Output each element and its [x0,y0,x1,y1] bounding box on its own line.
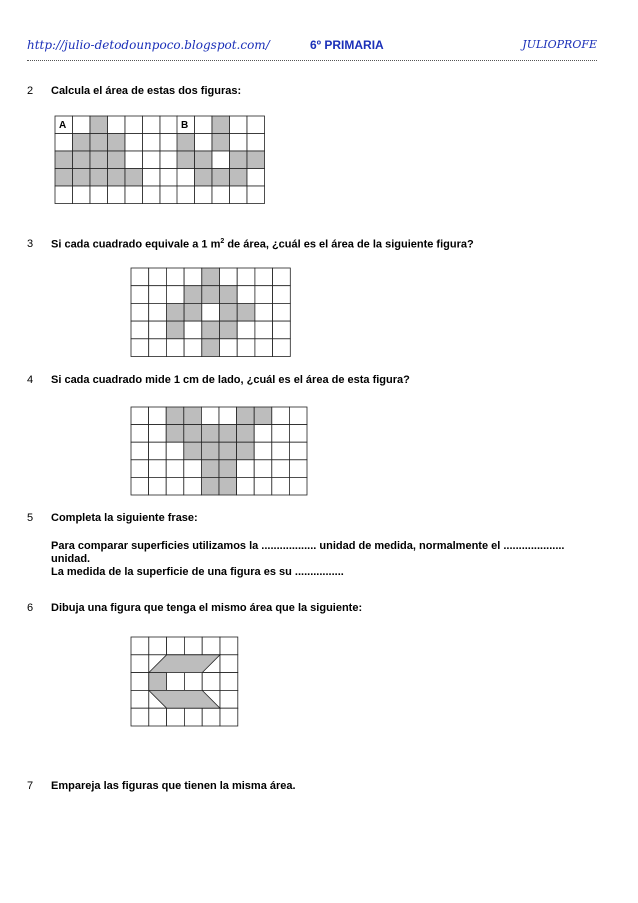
grid-cell [247,134,265,152]
superscript-two: 2 [220,238,225,245]
grid-cell [167,673,185,691]
grid-cell [166,339,184,357]
grid-cell [220,673,238,691]
shaded-cell [201,477,219,495]
grid-cell [149,303,167,321]
grid-cell [202,708,220,726]
grid-cell [230,116,248,134]
grid-cell [184,339,202,357]
grid-cell [237,460,255,478]
fill-in-line-3: La medida de la superficie de una figura es su ................ [51,566,344,578]
grid-cell [202,637,220,655]
grid-cell [149,339,167,357]
shaded-cell [212,169,230,187]
grid-cell [131,460,149,478]
grid-cell [247,116,265,134]
grid-cell [143,186,161,204]
shaded-cell [202,286,220,304]
shaded-cell [230,169,248,187]
grid-cell [184,708,202,726]
grid-cell [272,477,290,495]
grid-cell [273,286,291,304]
grid-cell [166,442,184,460]
grid-cell [160,134,178,152]
question-number: 2 [27,85,34,97]
grid-cell [149,321,167,339]
grid-cell [220,690,238,708]
grid-cell [73,186,91,204]
shaded-cell [247,151,265,169]
blog-url-link[interactable]: http://julio-detodounpoco.blogspot.com/ [27,38,270,52]
shaded-cell [90,169,108,187]
grid-cell [149,708,167,726]
grid-cell [212,186,230,204]
grid-cell [143,116,161,134]
grid-figure-q3 [131,268,293,360]
grid-cell [220,637,238,655]
grid-cell [125,151,143,169]
grid-cell [255,268,273,286]
question-text: Completa la siguiente frase: [51,512,198,524]
grid-cell [255,286,273,304]
question-number: 7 [27,780,34,792]
shaded-cell [166,425,184,443]
shaded-cell [195,169,213,187]
shaded-cell [90,116,108,134]
grid-cell [237,339,255,357]
grid-cell [272,407,290,425]
shaded-cell [125,169,143,187]
grid-cell [131,321,149,339]
shaded-cell [166,321,184,339]
shaded-cell [212,116,230,134]
grid-cell [184,637,202,655]
grid-cell [108,186,126,204]
grid-cell [195,134,213,152]
grid-cell [125,134,143,152]
grid-cell [289,407,307,425]
grid-cell [160,151,178,169]
grid-cell [90,186,108,204]
shaded-cell [184,425,202,443]
grid-cell [149,442,167,460]
shaded-cell [237,442,255,460]
grid-cell [149,286,167,304]
grid-cell [166,460,184,478]
question-text: Calcula el área de estas dos figuras: [51,85,242,97]
shaded-cell [90,134,108,152]
grid-cell [131,690,149,708]
shaded-cell [177,134,195,152]
grid-cell [255,321,273,339]
grid-cell [160,169,178,187]
grid-cell [184,477,202,495]
grid-cell [149,477,167,495]
shaded-cell [73,134,91,152]
grid-cell [289,442,307,460]
grid-cell [254,460,272,478]
grid-cell [272,460,290,478]
shaded-cell [201,425,219,443]
shaded-cell [219,477,237,495]
question-number: 6 [27,602,34,614]
question-text: Si cada cuadrado equivale a 1 $m^2$ de área, ¿cuál es el área de la siguiente figura? [51,238,474,251]
shaded-cell [220,303,238,321]
grid-cell [273,268,291,286]
fill-in-line-1: Para comparar superficies utilizamos la .................. unidad de medida, normalmente el .................... [51,540,565,552]
grid-cell [289,425,307,443]
grid-cell [289,477,307,495]
grid-cell [201,407,219,425]
grid-cell [247,169,265,187]
grid-cell [273,321,291,339]
grid-cell [177,186,195,204]
grid-cell [166,268,184,286]
grid-cell [131,286,149,304]
shaded-cell [219,460,237,478]
grid-cell [131,708,149,726]
question-text: Si cada cuadrado mide 1 cm de lado, ¿cuál es el área de esta figura? [51,374,410,386]
grid-cell [272,442,290,460]
grid-cell [237,321,255,339]
shaded-cell [184,407,202,425]
grid-cell [195,186,213,204]
grid-cell [220,708,238,726]
shaded-cell [230,151,248,169]
grid-cell [55,134,73,152]
grid-cell [131,673,149,691]
grid-cell [166,286,184,304]
grid-cell [73,116,91,134]
question-text: Empareja las figuras que tienen la misma área. [51,780,296,792]
shaded-cell [90,151,108,169]
grid-figure-b [177,116,267,206]
fill-in-line-2: unidad. [51,553,91,565]
shaded-cell [237,407,255,425]
grid-cell [131,339,149,357]
grade-label: 6º PRIMARIA [310,38,384,52]
grid-cell [149,460,167,478]
question-number: 4 [27,374,34,386]
shaded-cell [108,169,126,187]
grid-cell [131,303,149,321]
figure-label: A [59,120,67,131]
question-number: 3 [27,238,34,250]
grid-cell [220,339,238,357]
shaded-cell [184,286,202,304]
header-divider [27,60,597,61]
grid-cell [184,321,202,339]
shaded-cell [219,425,237,443]
grid-cell [273,303,291,321]
shaded-cell [220,321,238,339]
grid-cell [131,268,149,286]
grid-cell [237,268,255,286]
shaded-cell [254,407,272,425]
grid-cell [125,116,143,134]
grid-cell [160,186,178,204]
grid-cell [184,460,202,478]
grid-cell [166,477,184,495]
grid-figure-q6 [131,637,241,729]
shaded-cell [108,151,126,169]
grid-cell [230,134,248,152]
grid-cell [143,169,161,187]
shaded-cell [237,303,255,321]
grid-cell [131,425,149,443]
grid-cell [131,477,149,495]
grid-cell [254,425,272,443]
grid-cell [149,637,167,655]
grid-cell [108,116,126,134]
question-text: Dibuja una figura que tenga el mismo área que la siguiente: [51,602,363,614]
page-header [27,38,597,54]
grid-cell [177,169,195,187]
shaded-cell [177,151,195,169]
question-number: 5 [27,512,34,524]
shaded-cell [166,407,184,425]
shaded-cell [201,442,219,460]
grid-cell [167,708,185,726]
grid-cell [149,425,167,443]
shaded-cell [201,460,219,478]
grid-cell [131,637,149,655]
grid-cell [195,116,213,134]
grid-cell [254,477,272,495]
grid-cell [273,339,291,357]
shaded-cell [184,442,202,460]
grid-cell [131,442,149,460]
shaded-cell [220,286,238,304]
grid-cell [254,442,272,460]
grid-cell [131,655,149,673]
grid-cell [143,151,161,169]
grid-cell [219,407,237,425]
author-label: JULIOPROFE [522,38,597,51]
grid-cell [184,268,202,286]
grid-figure-a [55,116,180,206]
shaded-cell [195,151,213,169]
grid-cell [184,673,202,691]
shaded-cell [73,151,91,169]
figure-label: B [181,120,189,131]
grid-cell [289,460,307,478]
shaded-cell [202,339,220,357]
shaded-cell [166,303,184,321]
grid-cell [149,407,167,425]
grid-cell [55,186,73,204]
grid-cell [125,186,143,204]
grid-cell [247,186,265,204]
grid-cell [220,655,238,673]
shaded-cell [212,134,230,152]
shaded-cell [237,425,255,443]
shaded-cell [108,134,126,152]
grid-cell [220,268,238,286]
grid-cell [272,425,290,443]
shaded-cell [73,169,91,187]
grid-cell [160,116,178,134]
grid-cell [149,268,167,286]
grid-cell [255,339,273,357]
grid-cell [212,151,230,169]
grid-cell [143,134,161,152]
shaded-cell [55,151,73,169]
grid-cell [230,186,248,204]
grid-figure-q4 [131,407,311,499]
shaded-cell [184,303,202,321]
shaded-cell [55,169,73,187]
grid-cell [237,286,255,304]
shaded-cell [219,442,237,460]
grid-cell [167,637,185,655]
grid-cell [202,673,220,691]
shaded-cell [202,268,220,286]
grid-cell [255,303,273,321]
grid-cell [202,303,220,321]
grid-cell [131,407,149,425]
shaded-cell [202,321,220,339]
grid-cell [237,477,255,495]
